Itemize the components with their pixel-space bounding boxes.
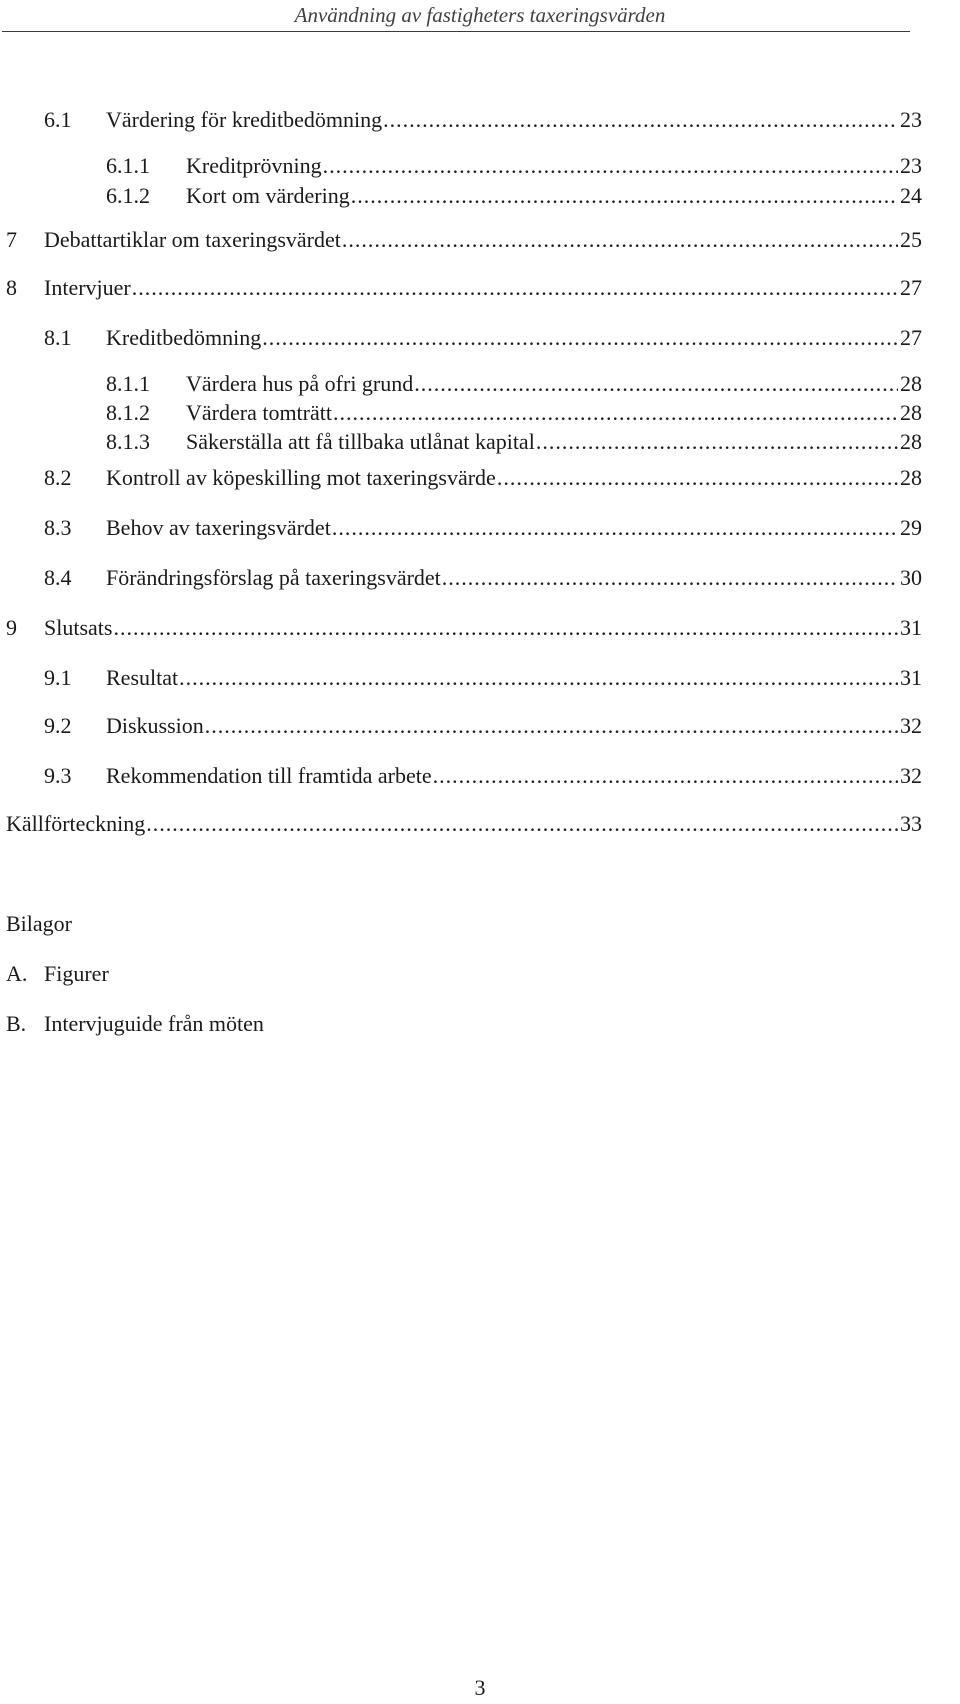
appendix-item-letter: A. <box>6 961 28 986</box>
toc-entry[interactable] <box>6 810 922 838</box>
toc-entry-title: Kreditbedömning <box>106 325 262 350</box>
toc-entry-page: 28 <box>900 465 922 490</box>
toc-entry-title: Värdera hus på ofri grund <box>186 371 414 396</box>
toc-entry-title: Behov av taxeringsvärdet <box>106 515 331 540</box>
toc-leader-dots <box>442 564 898 592</box>
toc-entry[interactable] <box>44 664 922 692</box>
toc-entry-page: 25 <box>900 227 922 252</box>
toc-entry-page: 31 <box>900 665 922 690</box>
toc-entry[interactable] <box>6 226 922 254</box>
toc-entry[interactable] <box>44 762 922 790</box>
toc-leader-dots <box>414 370 898 398</box>
toc-entry-number: 6.1 <box>44 107 72 132</box>
toc-entry-page: 23 <box>900 107 922 132</box>
toc-entry[interactable] <box>44 464 922 492</box>
toc-entry-page: 28 <box>900 429 922 454</box>
toc-entry-number: 8.2 <box>44 465 72 490</box>
toc-entry-number: 7 <box>6 227 17 252</box>
toc-entry-title: Resultat <box>106 665 179 690</box>
toc-leader-dots <box>205 712 898 740</box>
toc-entry-title: Kreditprövning <box>186 153 322 178</box>
toc-entry-number: 9.3 <box>44 763 72 788</box>
toc-entry[interactable] <box>44 514 922 542</box>
toc-leader-dots <box>146 810 898 838</box>
toc-entry[interactable] <box>106 428 922 456</box>
toc-entry[interactable] <box>106 152 922 180</box>
toc-entry-title: Kontroll av köpeskilling mot taxeringsvärde <box>106 465 496 490</box>
toc-entry-title: Diskussion <box>106 713 204 738</box>
toc-entry-page: 32 <box>900 763 922 788</box>
toc-entry[interactable] <box>6 614 922 642</box>
header-divider <box>2 31 910 32</box>
toc-leader-dots <box>132 274 898 302</box>
toc-entry-number: 8.4 <box>44 565 72 590</box>
toc-entry[interactable] <box>44 564 922 592</box>
toc-entry-page: 27 <box>900 325 922 350</box>
toc-entry-page: 30 <box>900 565 922 590</box>
toc-leader-dots <box>497 464 898 492</box>
toc-leader-dots <box>351 182 898 210</box>
toc-entry-title: Källförteckning <box>6 811 146 836</box>
toc-entry-title: Rekommendation till framtida arbete <box>106 763 432 788</box>
toc-entry-title: Intervjuer <box>44 275 131 300</box>
toc-entry-number: 9.2 <box>44 713 72 738</box>
toc-entry-title: Värdering för kreditbedömning <box>106 107 383 132</box>
toc-entry[interactable] <box>6 274 922 302</box>
toc-entry-title: Förändringsförslag på taxeringsvärdet <box>106 565 441 590</box>
toc-leader-dots <box>333 399 898 427</box>
toc-entry-number: 8.1.3 <box>106 429 150 454</box>
appendix-item-letter: B. <box>6 1011 27 1036</box>
toc-entry-number: 9 <box>6 615 17 640</box>
toc-leader-dots <box>323 152 898 180</box>
toc-entry-page: 29 <box>900 515 922 540</box>
toc-entry-number: 9.1 <box>44 665 72 690</box>
toc-entry-page: 27 <box>900 275 922 300</box>
toc-entry[interactable] <box>106 399 922 427</box>
toc-entry-page: 24 <box>900 183 922 208</box>
toc-entry[interactable] <box>106 370 922 398</box>
toc-leader-dots <box>342 226 898 254</box>
appendix-item-title: Figurer <box>44 961 109 986</box>
appendix-heading: Bilagor <box>6 911 72 936</box>
page-number: 3 <box>474 1675 486 1700</box>
toc-leader-dots <box>332 514 898 542</box>
toc-entry-title: Slutsats <box>44 615 113 640</box>
toc-leader-dots <box>179 664 898 692</box>
toc-entry-number: 8.1 <box>44 325 72 350</box>
toc-entry-page: 31 <box>900 615 922 640</box>
toc-entry-number: 8.1.2 <box>106 400 150 425</box>
toc-entry-number: 8.1.1 <box>106 371 150 396</box>
toc-entry-number: 8.3 <box>44 515 72 540</box>
toc-entry-page: 32 <box>900 713 922 738</box>
toc-entry[interactable] <box>44 712 922 740</box>
toc-entry-number: 8 <box>6 275 17 300</box>
toc-leader-dots <box>433 762 898 790</box>
toc-entry[interactable] <box>44 106 922 134</box>
appendix-item <box>6 960 109 988</box>
toc-leader-dots <box>113 614 898 642</box>
toc-entry[interactable] <box>106 182 922 210</box>
appendix-item-title: Intervjuguide från möten <box>44 1011 264 1036</box>
toc-entry-number: 6.1.1 <box>106 153 150 178</box>
running-header <box>0 0 960 34</box>
toc-entry[interactable] <box>44 324 922 352</box>
toc-entry-page: 23 <box>900 153 922 178</box>
running-header-title: Användning av fastigheters taxeringsvärden <box>294 3 666 27</box>
appendix-item <box>6 1010 264 1038</box>
toc-entry-number: 6.1.2 <box>106 183 150 208</box>
toc-entry-title: Värdera tomträtt <box>186 400 332 425</box>
toc-leader-dots <box>262 324 898 352</box>
toc-entry-page: 28 <box>900 371 922 396</box>
toc-leader-dots <box>383 106 898 134</box>
toc-leader-dots <box>536 428 898 456</box>
toc-entry-page: 28 <box>900 400 922 425</box>
toc-entry-title: Säkerställa att få tillbaka utlånat kapital <box>186 429 535 454</box>
toc-entry-title: Debattartiklar om taxeringsvärdet <box>44 227 341 252</box>
toc-entry-title: Kort om värdering <box>186 183 350 208</box>
toc-entry-page: 33 <box>900 811 922 836</box>
